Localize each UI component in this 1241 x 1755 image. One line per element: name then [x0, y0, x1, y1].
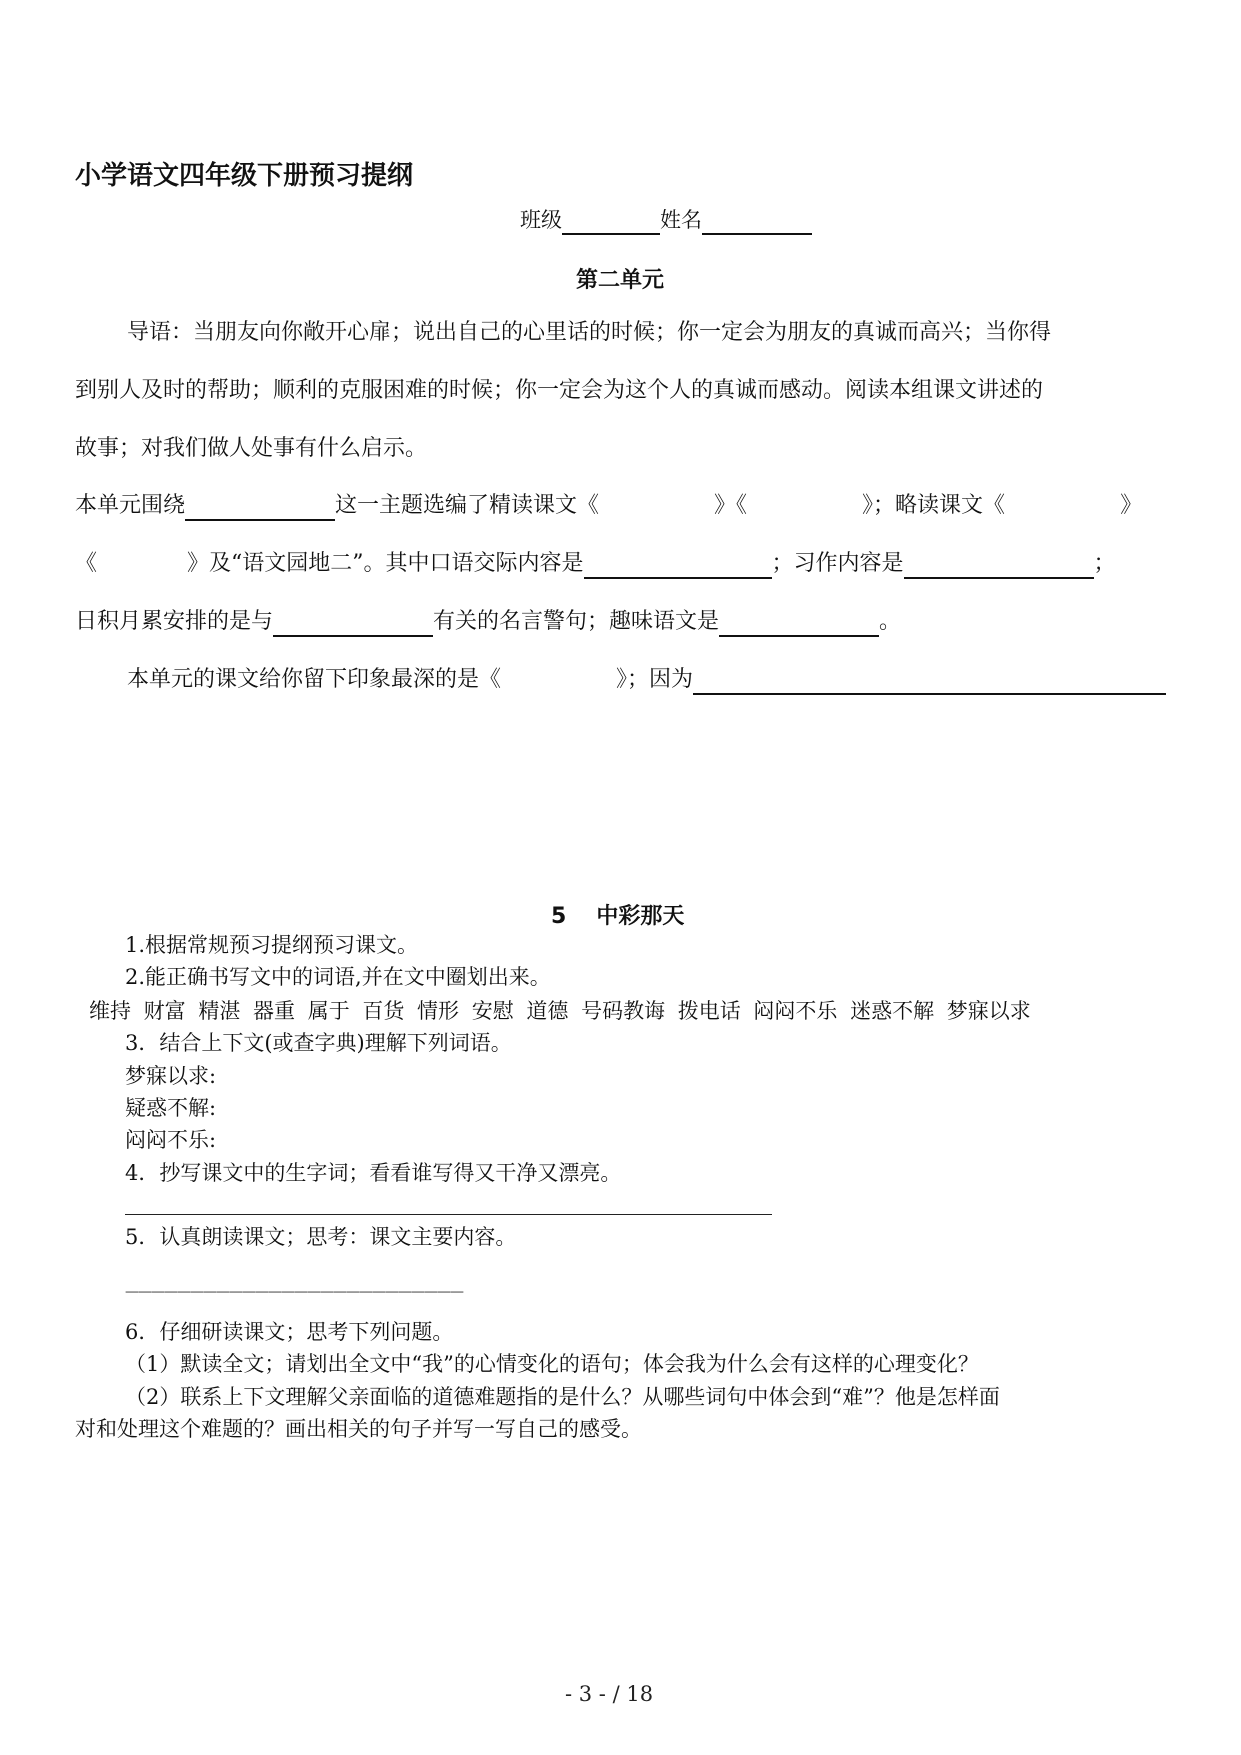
unit-title: 第二单元	[576, 268, 665, 293]
summary-line-3	[75, 607, 901, 637]
name-label: 姓名	[660, 208, 702, 232]
copy-answer-line	[125, 1214, 772, 1215]
summary-text: 》《	[714, 493, 748, 518]
term-3: 闷闷不乐:	[125, 1128, 217, 1152]
oral-blank	[584, 553, 772, 579]
name-blank	[702, 209, 812, 235]
summary-text: 。	[879, 609, 902, 634]
summary-text: 《	[75, 551, 98, 576]
summary-text: 这一主题选编了精读课文《	[335, 493, 600, 518]
term-2: 疑惑不解:	[125, 1096, 217, 1120]
summary-text: 有关的名言警句；趣味语文是	[433, 609, 720, 634]
class-name-line	[520, 205, 812, 235]
question-1: （1）默读全文；请划出全文中“我”的心情变化的语句；体会我为什么会有这样的心理变化？	[125, 1352, 979, 1376]
lesson-number: 5	[551, 904, 567, 929]
quotes-blank	[273, 611, 433, 637]
class-label: 班级	[520, 208, 562, 232]
summary-text: 》；略读课文《	[862, 493, 1006, 518]
reason-blank	[693, 669, 1166, 695]
item-1: 1.根据常规预习提纲预习课文。	[125, 933, 419, 957]
term-1: 梦寐以求:	[125, 1064, 217, 1088]
item-2: 2.能正确书写文中的词语,并在文中圈划出来。	[125, 965, 551, 989]
intro-line-2: 到别人及时的帮助；顺利的克服困难的时候；你一定会为这个人的真诚而感动。阅读本组课文讲述的	[75, 378, 1044, 403]
summary-text: ；习作内容是	[771, 551, 904, 576]
summary-text: 本单元围绕	[75, 493, 186, 518]
summary-line-2	[75, 549, 1116, 579]
item-5: 5．认真朗读课文；思考：课文主要内容。	[125, 1225, 517, 1249]
lesson-title: 中彩那天	[596, 904, 685, 929]
page-number: - 3 - / 18	[565, 1682, 654, 1706]
theme-blank	[185, 495, 335, 521]
page-title: 小学语文四年级下册预习提纲	[75, 161, 414, 191]
intro-line-1: 导语：当朋友向你敞开心扉；说出自己的心里话的时候；你一定会为朋友的真诚而高兴；当你得	[127, 320, 1052, 345]
item-4: 4．抄写课文中的生字词；看看谁写得又干净又漂亮。	[125, 1161, 622, 1185]
summary-line-4	[127, 665, 1166, 695]
summary-text: 》及“语文园地二”。其中口语交际内容是	[187, 551, 584, 576]
writing-blank	[904, 553, 1094, 579]
summary-text: 》	[1120, 493, 1143, 518]
summary-line-1	[75, 491, 1142, 521]
question-2b: 对和处理这个难题的？画出相关的句子并写一写自己的感受。	[75, 1417, 642, 1441]
item-3: 3．结合上下文(或查字典)理解下列词语。	[125, 1031, 512, 1055]
summary-answer-dashes: ——————————————————————————	[125, 1284, 463, 1300]
summary-text: 》；因为	[616, 667, 694, 692]
lesson-heading	[551, 899, 684, 930]
summary-text: 本单元的课文给你留下印象最深的是《	[127, 667, 502, 692]
item-6: 6．仔细研读课文；思考下列问题。	[125, 1320, 454, 1344]
class-blank	[562, 209, 660, 235]
question-2a: （2）联系上下文理解父亲面临的道德难题指的是什么？从哪些词句中体会到“难”？他是怎样面	[125, 1385, 1000, 1409]
vocab-words: 维持 财富 精湛 器重 属于 百货 情形 安慰 道德 号码教诲 拨电话 闷闷不乐 迷惑不解 梦寐以求	[89, 999, 1031, 1023]
intro-line-3: 故事；对我们做人处事有什么启示。	[75, 436, 428, 461]
fun-blank	[719, 611, 879, 637]
summary-text: 日积月累安排的是与	[75, 609, 274, 634]
summary-text: ；	[1093, 551, 1116, 576]
